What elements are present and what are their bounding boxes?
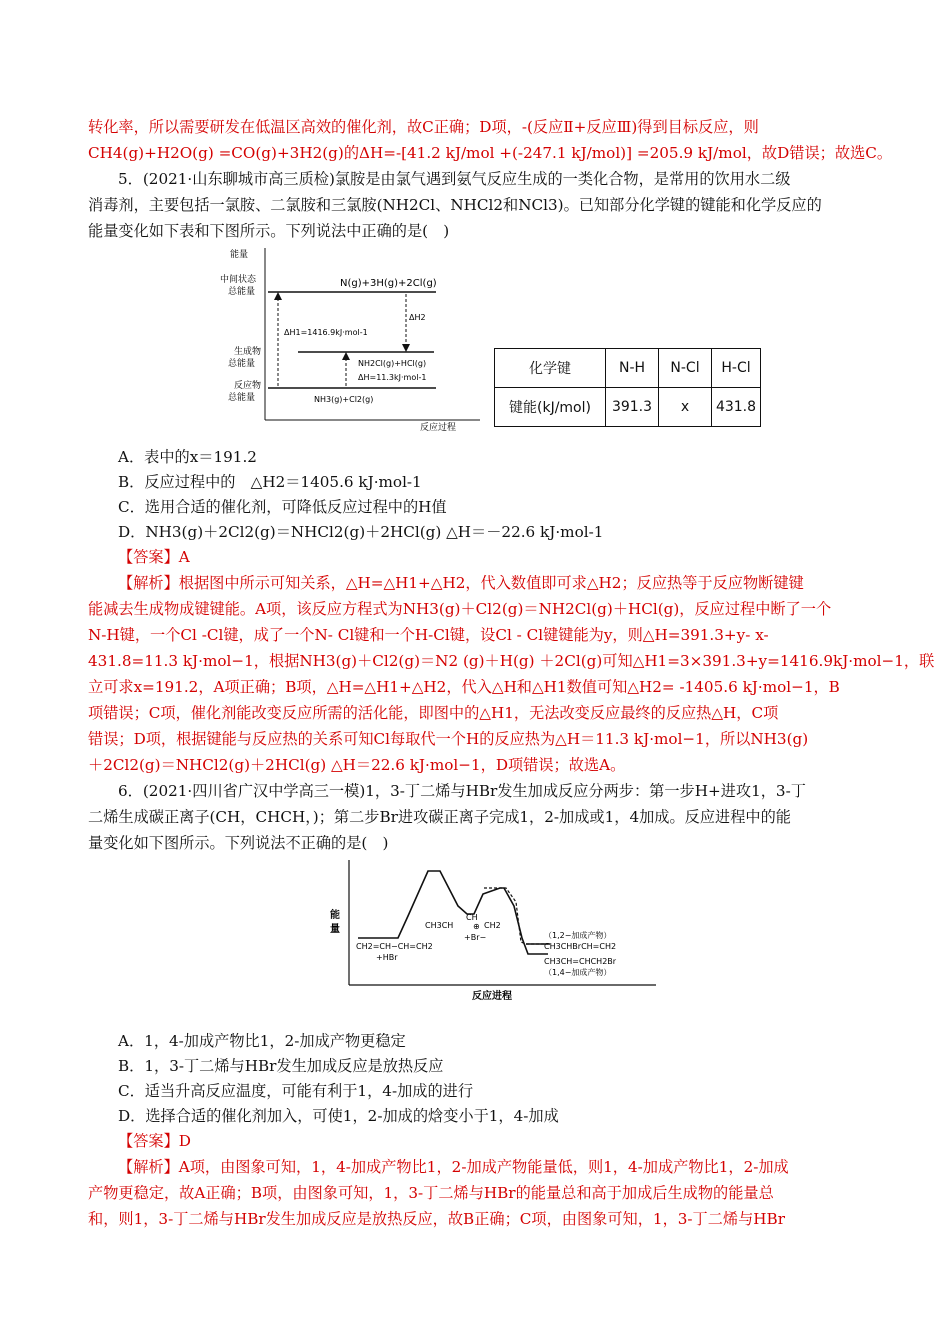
q6-y-axis-label-2: 量 <box>330 924 340 935</box>
q5-level-prod-label-1: 生成物 <box>234 347 262 357</box>
q6-option-b: B．1，3-丁二烯与HBr发生加成反应是放热反应 <box>118 1057 444 1075</box>
table-cell: 431.8 <box>712 388 761 427</box>
q6-x-axis-label: 反应进程 <box>472 991 512 1002</box>
q5-x-axis-label: 反应过程 <box>420 423 457 433</box>
q5-dh-label: ΔH=11.3kJ·mol-1 <box>358 373 427 382</box>
q5-energy-diagram <box>212 242 492 434</box>
table-cell: 键能(kJ/mol) <box>495 388 606 427</box>
q5-react-species: NH3(g)+Cl2(g) <box>314 395 374 404</box>
q5-mid-species: N(g)+3H(g)+2Cl(g) <box>340 278 437 289</box>
q5-level-prod-label-2: 总能量 <box>228 359 256 369</box>
q6-option-a: A．1，4-加成产物比1，2-加成产物更稳定 <box>118 1032 406 1050</box>
q5-stem-line-3: 能量变化如下表和下图所示。下列说法中正确的是( ) <box>88 222 450 240</box>
q5-level-react-label-1: 反应物 <box>234 381 262 391</box>
q6-p12-formula: CH3CHBrCH=CH2 <box>544 942 617 951</box>
q6-explanation-line-1: 【解析】A项，由图象可知，1，4-加成产物比1，2-加成产物能量低，则1，4-加成产物比1，2-加成 <box>118 1158 789 1176</box>
q6-y-axis-label-1: 能 <box>330 910 340 921</box>
q5-explanation-line-3: N-H键，一个Cl -Cl键，成了一个N- Cl键和一个H-Cl键，设Cl - Cl键键能为y，则△H=391.3+y- x- <box>88 626 769 644</box>
q5-dh1-label: ΔH1=1416.9kJ·mol-1 <box>284 328 368 337</box>
q6-intermediate-top: CH <box>466 913 478 922</box>
q6-p12-label: （1,2−加成产物） <box>544 931 612 940</box>
q6-plus-icon: ⊕ <box>473 922 480 931</box>
q6-explanation-line-2: 产物更稳定，故A正确；B项，由图象可知，1，3-丁二烯与HBr的能量总和高于加成后生成物的能量总 <box>88 1184 774 1202</box>
q5-explanation-line-8: ＋2Cl2(g)＝NHCl2(g)＋2HCl(g) △H＝22.6 kJ·mol−1，D项错误；故选A。 <box>88 756 626 774</box>
table-cell: 391.3 <box>606 388 659 427</box>
q5-explanation-line-4: 431.8=11.3 kJ·mol−1，根据NH3(g)＋Cl2(g)＝N2 (g)＋H(g) ＋2Cl(g)可知△H1=3×391.3+y=1416.9kJ·mol−1，联 <box>88 652 935 670</box>
intro-line-2: CH4(g)+H2O(g) =CO(g)+3H2(g)的ΔH=-[41.2 kJ/mol +(-247.1 kJ/mol)] =205.9 kJ/mol，故D错误；故选C。 <box>88 144 893 162</box>
table-row <box>495 349 761 388</box>
q6-stem-line-1: 6．(2021·四川省广汉中学高三一模)1，3-丁二烯与HBr发生加成反应分两步：第一步H+进攻1，3-丁 <box>118 782 806 800</box>
q5-option-c: C．选用合适的催化剂，可降低反应过程中的H值 <box>118 498 447 516</box>
q5-explanation-line-2: 能减去生成物成键键能。A项，该反应方程式为NH3(g)＋Cl2(g)＝NH2Cl(g)＋HCl(g)，反应过程中断了一个 <box>88 600 832 618</box>
q6-p14-formula: CH3CH=CHCH2Br <box>544 957 617 966</box>
q5-option-d: D．NH3(g)＋2Cl2(g)＝NHCl2(g)＋2HCl(g) △H＝－22.6 kJ·mol-1 <box>118 523 604 541</box>
table-cell: x <box>659 388 712 427</box>
table-header-cell: 化学键 <box>495 349 606 388</box>
q6-reactant-label-1: CH2=CH−CH=CH2 <box>356 942 433 951</box>
q5-answer: 【答案】A <box>118 548 190 566</box>
table-row <box>495 388 761 427</box>
q6-option-c: C．适当升高反应温度，可能有利于1，4-加成的进行 <box>118 1082 474 1100</box>
q6-stem-line-2: 二烯生成碳正离子(CH，CHCH，)；第二步Br进攻碳正离子完成1，2-加成或1，4加成。反应进程中的能 <box>88 808 791 826</box>
q5-explanation-line-7: 错误；D项，根据键能与反应热的关系可知Cl每取代一个H的反应热为△H＝11.3 kJ·mol−1，所以NH3(g) <box>88 730 809 748</box>
q6-reactant-label-2: +HBr <box>376 953 398 962</box>
q5-level-mid-label-2: 总能量 <box>228 287 256 297</box>
q6-answer: 【答案】D <box>118 1132 191 1150</box>
q5-level-react-label-2: 总能量 <box>228 393 256 403</box>
q6-explanation-line-3: 和，则1，3-丁二烯与HBr发生加成反应是放热反应，故B正确；C项，由图象可知，1，3-丁二烯与HBr <box>88 1210 785 1228</box>
q5-stem-line-2: 消毒剂，主要包括一氯胺、二氯胺和三氯胺(NH2Cl、NHCl2和NCl3)。已知部分化学键的键能和化学反应的 <box>88 196 822 214</box>
q6-intermediate-br: +Br− <box>464 933 487 942</box>
q5-option-b: B．反应过程中的 △H2＝1405.6 kJ·mol-1 <box>118 473 422 491</box>
q6-intermediate-left: CH3CH <box>425 921 454 930</box>
q5-dh2-label: ΔH2 <box>409 313 426 322</box>
q5-level-mid-label-1: 中间状态 <box>220 275 257 285</box>
q5-explanation-line-1: 【解析】根据图中所示可知关系，△H=△H1+△H2，代入数值即可求△H2；反应热等于反应物断键键 <box>118 574 804 592</box>
q5-explanation-line-5: 立可求x=191.2，A项正确；B项，△H=△H1+△H2，代入△H和△H1数值可知△H2= -1405.6 kJ·mol−1，B <box>88 678 840 696</box>
table-header-cell: N-H <box>606 349 659 388</box>
intro-line-1: 转化率，所以需要研发在低温区高效的催化剂，故C正确；D项，-(反应Ⅱ+反应Ⅲ)得到目标反应，则 <box>88 118 759 136</box>
bond-energy-table <box>494 348 761 427</box>
q5-option-a: A．表中的x＝191.2 <box>118 448 257 466</box>
q5-stem-line-1: 5．(2021·山东聊城市高三质检)氯胺是由氯气遇到氨气反应生成的一类化合物，是常用的饮用水二级 <box>118 170 791 188</box>
q6-intermediate-right: CH2 <box>484 921 501 930</box>
q5-prod-species: NH2Cl(g)+HCl(g) <box>358 359 427 368</box>
q6-p14-label: （1,4−加成产物） <box>544 968 612 977</box>
q6-stem-line-3: 量变化如下图所示。下列说法不正确的是( ) <box>88 834 389 852</box>
q5-y-axis-label: 能量 <box>230 250 249 260</box>
table-header-cell: H-Cl <box>712 349 761 388</box>
q5-explanation-line-6: 项错误；C项，催化剂能改变反应所需的活化能，即图中的△H1，无法改变反应最终的反应热△H，C项 <box>88 704 779 722</box>
table-header-cell: N-Cl <box>659 349 712 388</box>
q6-option-d: D．选择合适的催化剂加入，可使1，2-加成的焓变小于1，4-加成 <box>118 1107 559 1125</box>
q6-energy-diagram <box>328 856 662 1006</box>
